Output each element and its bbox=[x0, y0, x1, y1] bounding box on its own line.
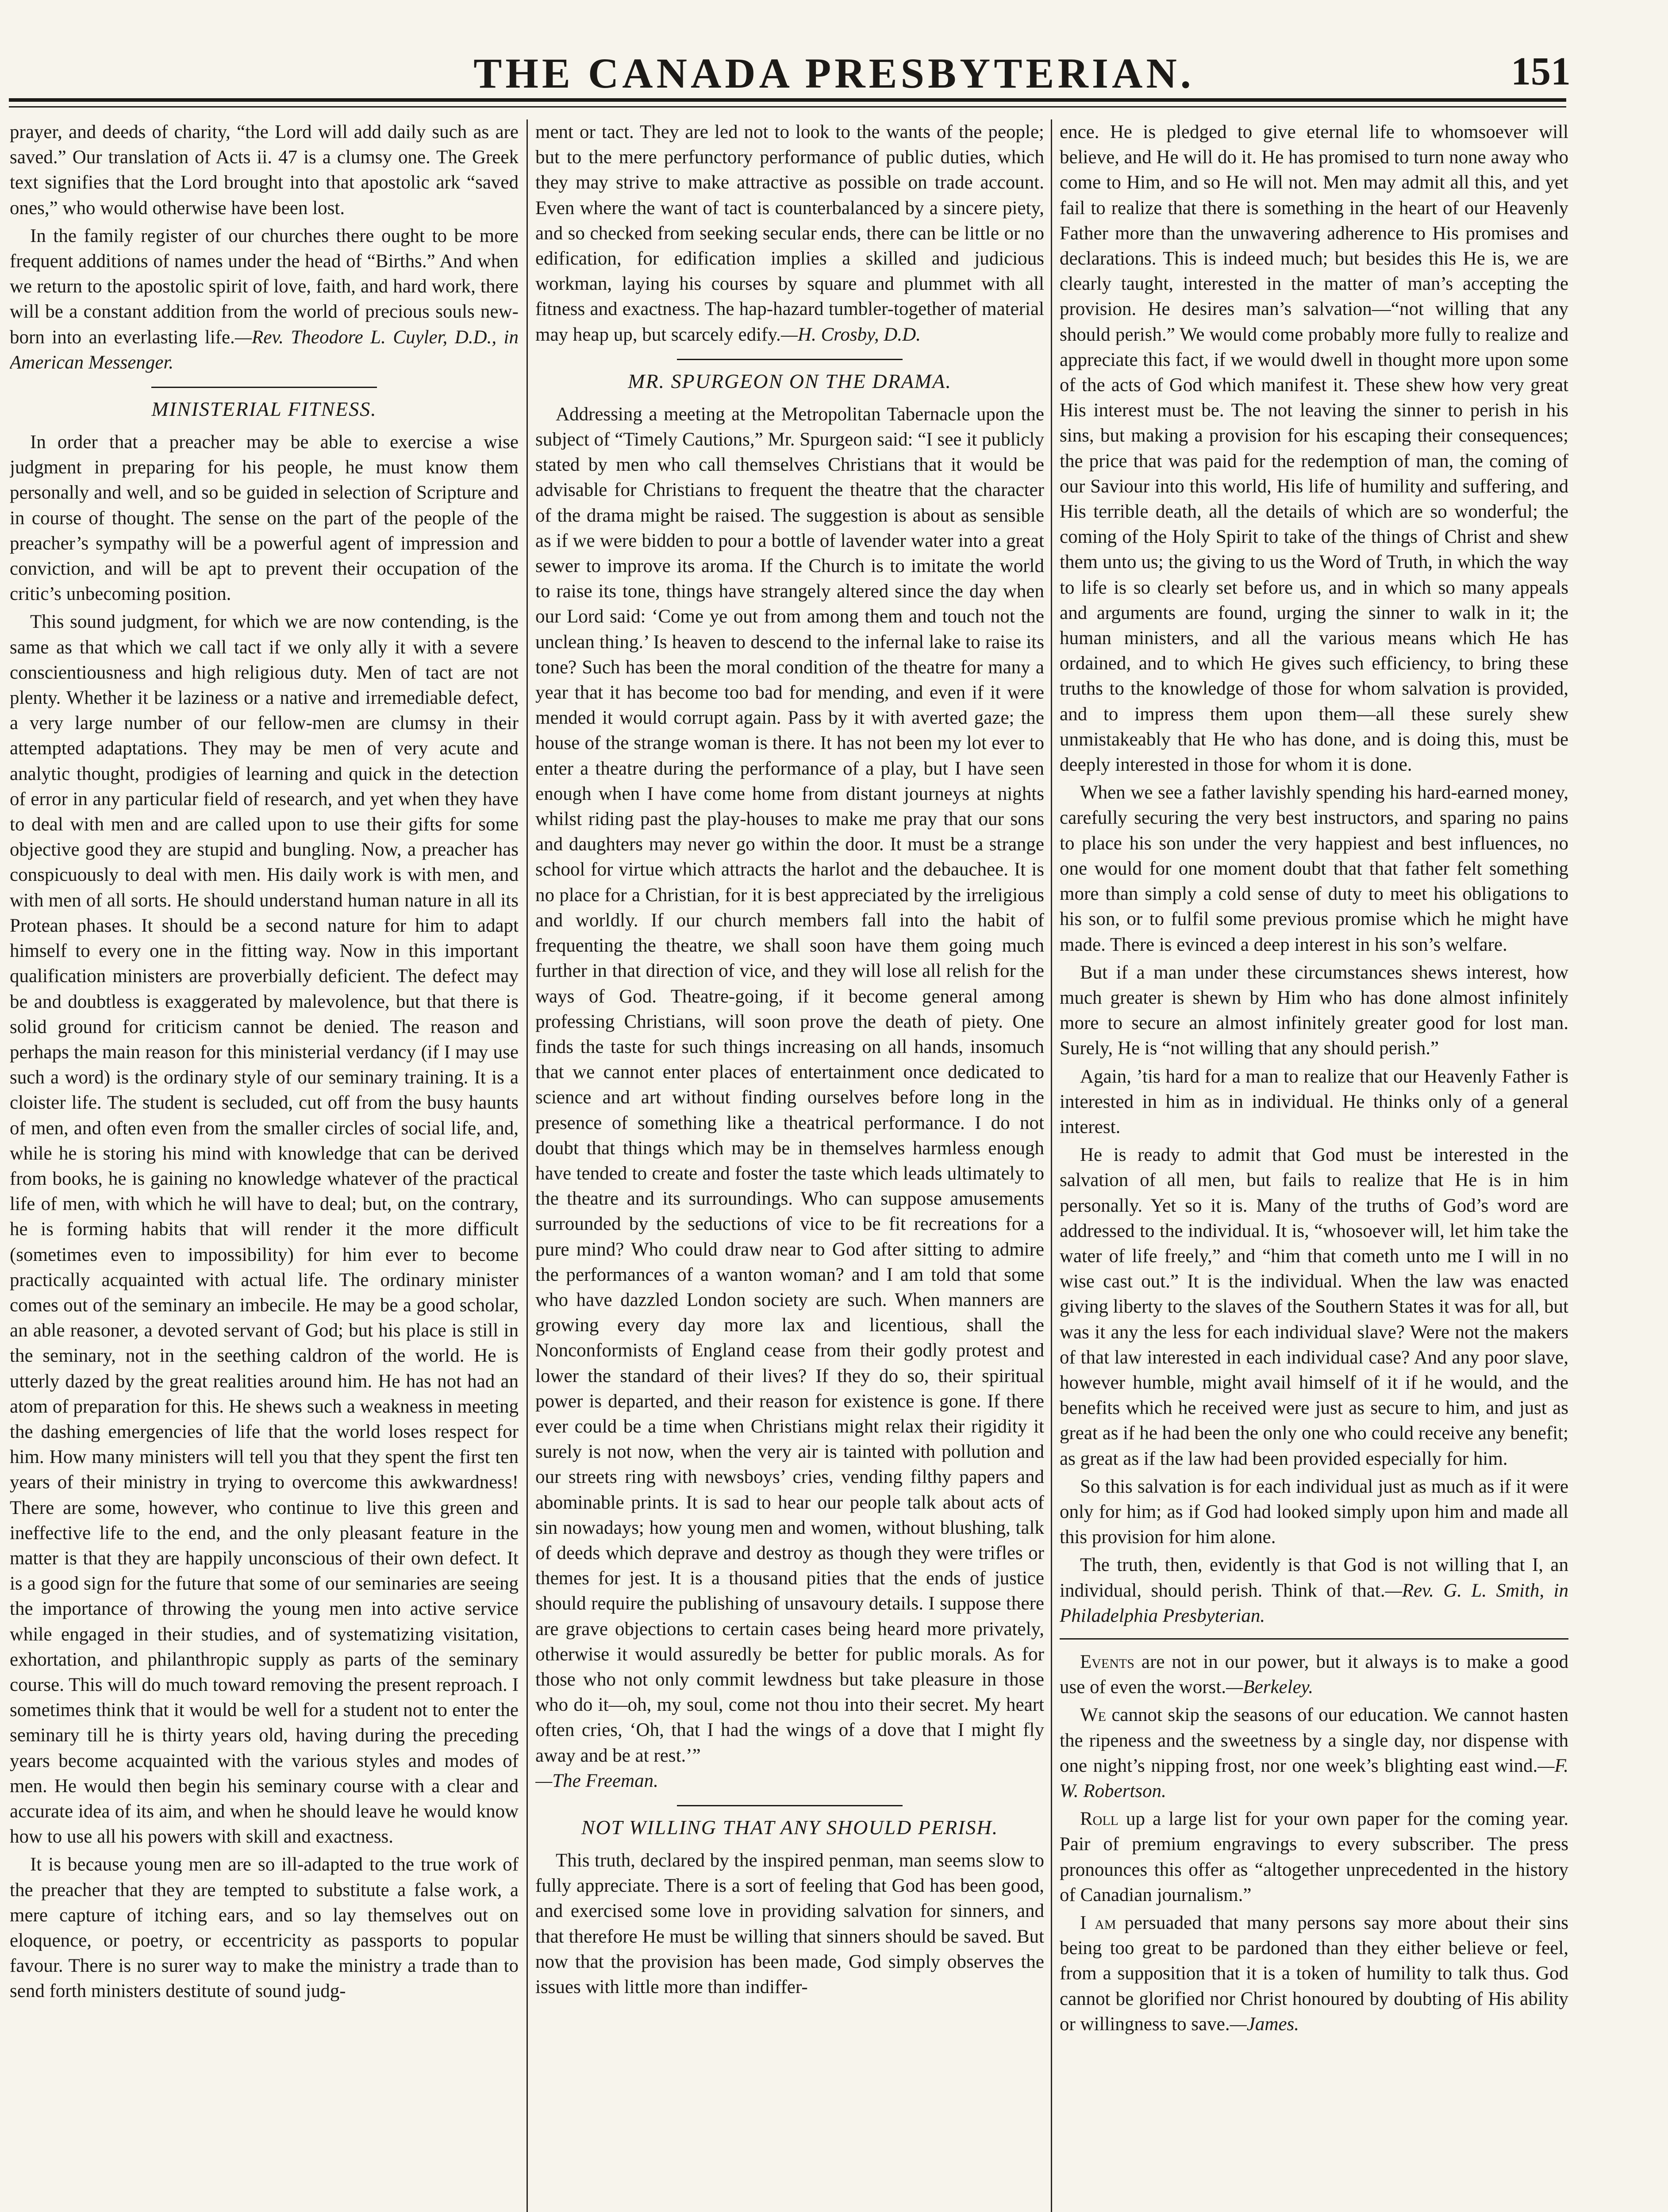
attribution: —Rev. Theodore L. Cuyler, D.D., in American Messenger. bbox=[10, 326, 519, 373]
paragraph bbox=[1060, 1552, 1568, 1628]
paragraph: But if a man under these circumstances shews interest, how much greater is shewn by Him who has done almost infinitely more to secure an almost infinitely greater good for lost man. Surely, He is “not willing that any should perish.” bbox=[1060, 962, 1568, 1059]
section-divider bbox=[677, 359, 903, 360]
paragraph: This sound judgment, for which we are now contending, is the same as that which we call tact if we only ally it with a severe conscientiousness and high religious duty. Men of tact are not plenty. Whether it be laziness or a native and irremediable defect, a very large number of our fellow-men are clumsy in their attempted adaptations. They may be men of very acute and analytic thought, prodigies of learning and quick in the detection of error in any particular field of research, and yet when they have to deal with men and are called upon to use their gifts for some objective good they are stupid and bungling. Now, a preacher has conspicuously to deal with men. His daily work is with men, and with men of all sorts. He should understand human nature in all its Protean phases. It should be a second nature for him to adapt himself to every one in the fitting way. Now in this important qualification ministers are proverbially deficient. The defect may be and doubtless is exaggerated by malevolence, but that there is solid ground for criticism cannot be denied. The reason and perhaps the main reason for this ministerial verdancy (if I may use such a word) is the ordinary style of our seminary training. It is a cloister life. The student is secluded, cut off from the busy haunts of men, and often even from the smaller circles of social life, and, while he is storing his mind with knowledge that can be derived from books, he is gaining no knowledge whatever of the practical life of men, with which he will have to deal; but, on the contrary, he is forming habits that will render it the more difficult (sometimes even to impossibility) for him ever to become practically acquainted with actual life. The ordinary minister comes out of the seminary an imbecile. He may be a good scholar, an able reasoner, a devoted servant of God; but his place is still in the seminary, not in the seething caldron of the world. He is utterly dazed by the great realities around him. He has not had an atom of preparation for this. He shews such a weakness in meeting the dashing emergencies of life that the world loses respect for him. How many ministers will tell you that they spent the first ten years of their ministry in trying to overcome this awkwardness! There are some, however, who continue to live this green and ineffective life to the end, and the only pleasant feature in the matter is that they are happily unconscious of their own defect. It is a good sign for the future that some of our seminaries are seeing the importance of throwing the young men into active service while engaged in their studies, and of systematizing visitation, exhortation, and philanthropic supply as parts of the seminary course. This will do much toward removing the present reproach. I sometimes think that it would be well for a student not to enter the seminary till he is thirty years old, having during the preceding years become acquainted with the various styles and modes of men. He would then begin his seminary course with a clear and accurate idea of its aim, and when he should leave he would know how to use all his powers with skill and exactness. bbox=[10, 611, 519, 1847]
attribution: —F. W. Robertson. bbox=[1060, 1755, 1568, 1801]
section-divider bbox=[677, 1805, 903, 1806]
paragraph-text: Addressing a meeting at the Metropolitan Tabernacle upon the subject of “Timely Cautions,” Mr. Spurgeon said: “I see it publicly stated by men who call themselves Christians that it would be advisable for Christians to frequent the theatre that the character of the drama might be raised. The suggestion is about as sensible as if we were bidden to pour a bottle of lavender water into a great sewer to improve its aroma. If the Church is to imitate the world to raise its tone, things have strangely altered since the day when our Lord said: ‘Come ye out from among them and touch not the unclean thing.’ Is heaven to descend to the infernal lake to raise its tone? Such has been the moral condition of the theatre for many a year that it has become too bad for mending, and even if it were mended it would corrupt again. Pass by it with averted gaze; the house of the strange woman is there. It has not been my lot ever to enter a theatre during the performance of a play, but I have seen enough when I have come home from distant journeys at nights whilst riding past the play-houses to make me pray that our sons and daughters may never go within the door. It must be a strange school for virtue which attracts the harlot and the debauchee. It is no place for a Christian, for it is best appreciated by the irreligious and worldly. If our church members fall into the habit of frequenting the theatre, we shall soon have them going much further in that direction of vice, and they will lose all relish for the ways of God. Theatre-going, if it become general among professing Christians, will soon prove the death of piety. One finds the taste for such things increasing on all hands, insomuch that we cannot enter places of entertainment once dedicated to science and art without finding ourselves before long in the presence of something like a theatrical performance. I do not doubt that things which may be in themselves harmless enough have tended to create and foster the taste which leads ultimately to the theatre and its surroundings. Who can suppose amusements surrounded by the seductions of vice to be fit recreations for a pure mind? Who could draw near to God after sitting to admire the performances of a wanton woman? and I am told that some who have dazzled London society are such. When manners are growing every day more lax and licentious, shall the Nonconformists of England cease from their godly protest and lower the standard of their lives? If they do so, their spiritual power is departed, and their reason for existence is gone. If there ever could be a time when Christians might relax their rigidity it surely is not now, when the very air is tainted with pollution and our streets ring with newsboys’ cries, vending filthy papers and abominable prints. It is sad to hear our people talk about acts of sin nowadays; how young men and women, without blushing, talk of deeds which deprave and destroy as though they were trifles or themes for jest. It is a thousand pities that the ends of justice should require the publishing of unsavoury details. I suppose there are grave objections to certain cases being heard more privately, otherwise it would assuredly be better for public morals. As for those who not only commit lewdness but take pleasure in those who do it—oh, my soul, come not thou into their secret. My heart often cries, ‘Oh, that I had the wings of a dove that I might fly away and be at rest.’” bbox=[535, 403, 1044, 1766]
column-1 bbox=[10, 119, 519, 2212]
paragraph: Again, ’tis hard for a man to realize that our Heavenly Father is interested in him as in individual. He thinks only of a general interest. bbox=[1060, 1066, 1568, 1137]
paragraph: In order that a preacher may be able to exercise a wise judgment in preparing for his people, he must know them personally and well, and so be guided in selection of Scripture and in course of thought. The sense on the part of the people of the preacher’s sympathy will be a powerful agent of impression and conviction, and will be apt to prevent their occupation of the critic’s unbecoming position. bbox=[10, 432, 519, 605]
lead-word: I am bbox=[1080, 1912, 1116, 1934]
paragraph-text: up a large list for your own paper for the coming year. Pair of premium engravings to every subscriber. The press pronounces this offer as “altogether unprecedented in the history of Canadian journalism.” bbox=[1060, 1809, 1568, 1905]
column-separator bbox=[527, 119, 528, 2212]
attribution: —James. bbox=[1230, 2013, 1299, 2035]
attribution: —H. Crosby, D.D. bbox=[780, 324, 921, 345]
paragraph: ence. He is pledged to give eternal life to whomsoever will believe, and He will do it. He has promised to turn none away who come to Him, and so He will not. Men may admit all this, and yet fail to realize that there is something in the heart of our Heavenly Father more than the unwavering adherence to His promises and declarations. This is indeed much; but besides this He is, we are clearly taught, interested in the matter of man’s accepting the provision. He desires man’s salvation—“not willing that any should perish.” We would come probably more fully to realize and appreciate this fact, if we would dwell in thought more upon some of the acts of God which manifest it. These shew how very great His interest must be. The not leaving the sinner to perish in his sins, but making a provision for his escaping their consequences; the price that was paid for the redemption of man, the coming of our Saviour into this world, His life of humility and suffering, and His terrible death, all the details of which are so wonderful; the coming of the Holy Spirit to take of the things of Christ and shew them unto us; the giving to us the Word of Truth, in which the way to life is so clearly set before us, and in which so many appeals and arguments are found, urging the sinner to walk in it; the human ministers, and all the various means which He has ordained, and to which He gives such efficiency, to bring these truths to the knowledge of those for whom salvation is provided, and to impress them upon them—all these surely shew unmistakeably that He who has done, and is doing this, must be deeply interested in those for whom it is done. bbox=[1060, 122, 1568, 776]
masthead-rule-thin bbox=[9, 106, 1566, 108]
lead-word: Roll bbox=[1080, 1809, 1118, 1830]
paragraph-text: ment or tact. They are led not to look to the wants of the people; but to the mere perfunctory performance of public duties, which they may strive to make attractive as possible on trade account. Even where the want of tact is counterbalanced by a sincere piety, and so checked from seeking secular ends, there can be little or no edification, for edification implies a skilled and judicious workman, laying his courses by square and plummet with all fitness and exactness. The hap-hazard tumbler-together of material may heap up, but scarcely edify. bbox=[535, 122, 1044, 345]
lead-word: We bbox=[1080, 1705, 1106, 1726]
paragraph: prayer, and deeds of charity, “the Lord will add daily such as are saved.” Our translation of Acts ii. 47 is a clumsy one. The Greek text signifies that the Lord brought into that apostolic ark “saved ones,” who would otherwise have been lost. bbox=[10, 122, 519, 219]
paragraph-text: persuaded that many persons say more about their sins being too great to be pardoned than they either believe or feel, from a supposition that it is a token of humility to talk thus. God cannot be glorified nor Christ honoured by doubting of His ability or willingness to save. bbox=[1060, 1912, 1568, 2035]
page-number: 151 bbox=[1511, 50, 1571, 93]
paragraph: It is because young men are so ill-adapted to the true work of the preacher that they are tempted to substitute a false work, a mere capture of itching ears, and so lay themselves out on eloquence, or poetry, or eccentricity as passports to popular favour. There is no surer way to make the ministry a trade than to send forth ministers destitute of sound judg- bbox=[10, 1854, 519, 2002]
section-divider bbox=[151, 387, 377, 388]
paragraph bbox=[1060, 1649, 1568, 1700]
masthead-rule-thick bbox=[9, 98, 1566, 102]
paragraph-text: In the family register of our churches there ought to be more frequent additions of names under the head of “Births.” And when we return to the apostolic spirit of love, faith, and hard work, there will be a constant addition from the world of precious souls new-born into an everlasting life. bbox=[10, 225, 519, 348]
lead-word: Events bbox=[1080, 1651, 1134, 1672]
attribution: —Rev. G. L. Smith, in Philadelphia Presbyterian. bbox=[1060, 1580, 1568, 1626]
column-2 bbox=[535, 119, 1044, 2212]
paragraph bbox=[1060, 1910, 1568, 2037]
paragraph: This truth, declared by the inspired penman, man seems slow to fully appreciate. There is a sort of feeling that God has been good, and exercised some love in providing salvation for sinners, and that therefore He must be willing that sinners should be saved. But now that the provision has been made, God simply observes the issues with little more than indiffer- bbox=[535, 1850, 1044, 1998]
paragraph: So this salvation is for each individual just as much as if it were only for him; as if God had looked simply upon him and made all this provision for him alone. bbox=[1060, 1476, 1568, 1548]
attribution: —The Freeman. bbox=[535, 1770, 658, 1791]
paragraph bbox=[535, 402, 1044, 1793]
paragraph-text: cannot skip the seasons of our education. We cannot hasten the ripeness and the sweetness by a single day, nor dispense with one night’s nipping frost, nor one week’s blighting east wind. bbox=[1060, 1705, 1568, 1776]
column-3 bbox=[1060, 119, 1568, 2212]
paragraph bbox=[1060, 1806, 1568, 1908]
paragraph: When we see a father lavishly spending his hard-earned money, carefully securing the very best instructors, and sparing no pains to place his son under the very happiest and best influences, no one would for one moment doubt that that father felt something more than simply a cold sense of duty to meet his obligations to his son, or to fulfil some previous promise which he might have made. There is evinced a deep interest in his son’s welfare. bbox=[1060, 782, 1568, 955]
article-heading: NOT WILLING THAT ANY SHOULD PERISH. bbox=[581, 1816, 999, 1839]
newspaper-title: THE CANADA PRESBYTERIAN. bbox=[473, 50, 1195, 97]
article-heading: MINISTERIAL FITNESS. bbox=[151, 398, 377, 421]
section-divider bbox=[1060, 1638, 1568, 1640]
column-separator bbox=[1051, 119, 1052, 2212]
article-heading: MR. SPURGEON ON THE DRAMA. bbox=[628, 369, 952, 392]
paragraph bbox=[535, 119, 1044, 347]
attribution: —Berkeley. bbox=[1226, 1677, 1314, 1698]
paragraph bbox=[10, 223, 519, 375]
paragraph-text: The truth, then, evidently is that God is not willing that I, an individual, should perish. Think of that. bbox=[1060, 1555, 1568, 1601]
masthead bbox=[0, 40, 1668, 106]
paragraph bbox=[1060, 1702, 1568, 1804]
paragraph-text: are not in our power, but it always is to make a good use of even the worst. bbox=[1060, 1651, 1568, 1698]
paragraph: He is ready to admit that God must be interested in the salvation of all men, but fails to realize that He is in him personally. Yet so it is. Many of the truths of God’s word are addressed to the individual. It is, “whosoever will, let him take the water of life freely,” and “him that cometh unto me I will in no wise cast out.” It is the individual. When the law was enacted giving liberty to the slaves of the Southern States it was for all, but was it any the less for each individual slave? Were not the makers of that law interested in each individual case? And any poor slave, however humble, might avail himself of it if he would, and the benefits which he received were just as secure to him, and just as great as if he had been the only one who could receive any benefit; as great as if the law had been provided especially for him. bbox=[1060, 1144, 1568, 1469]
